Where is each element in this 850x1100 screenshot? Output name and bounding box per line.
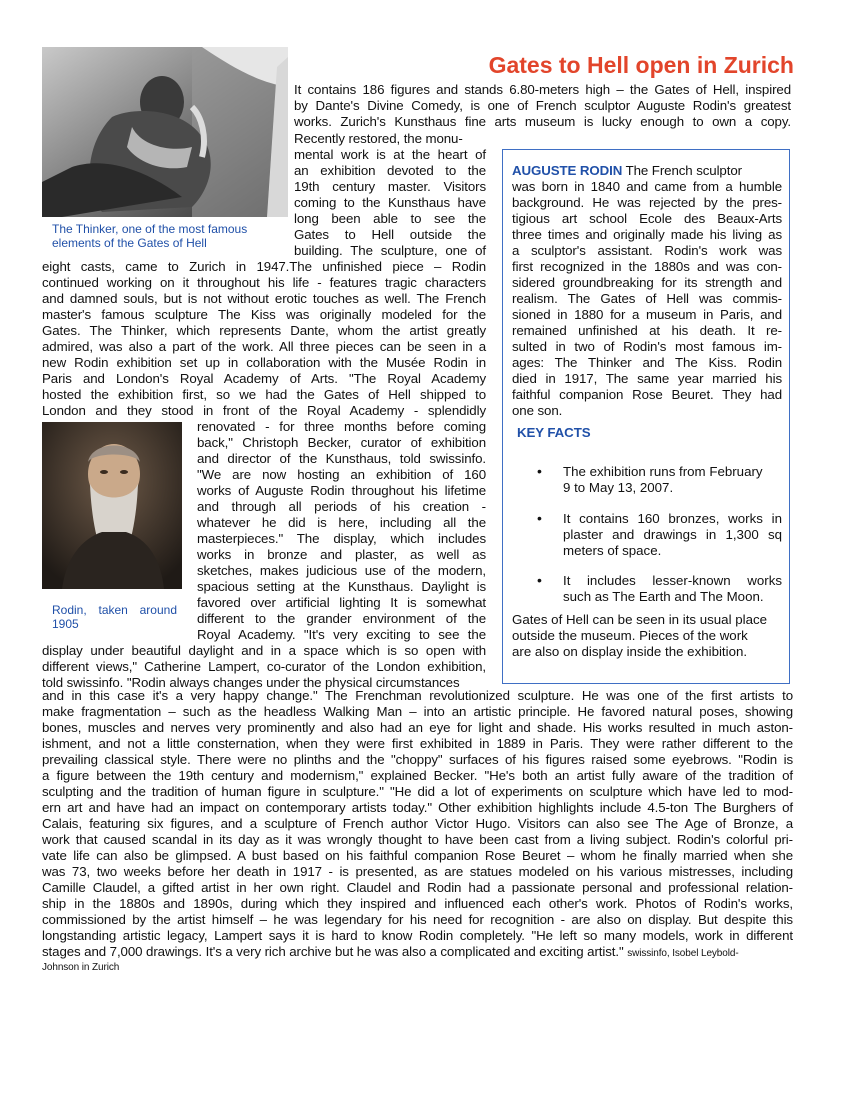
sidebar-bio-line: tigious art school Ecole des Beaux-Arts	[512, 211, 782, 226]
fact-line: such as The Earth and The Moon.	[563, 589, 764, 604]
sidebar-bio-line: realism. The Gates of Hell was commis-	[512, 291, 782, 306]
fact-line: It includes lesser-known works	[563, 573, 782, 588]
article-line: new Rodin exhibition set up in collaboration with the Musée Rodin in	[42, 355, 486, 370]
thinker-caption	[52, 222, 282, 250]
article-line: masterpieces." The display, which includes	[197, 531, 486, 546]
article-line: hosted the exhibition first, so we had the Gates of Hell shipped to	[42, 387, 486, 402]
article-line: by Dante's Divine Comedy, is one of French sculptor Auguste Rodin's greatest	[294, 98, 791, 113]
sidebar-heading: AUGUSTE RODIN	[512, 163, 623, 178]
article-credit-2: Johnson in Zurich	[42, 962, 120, 973]
article-line: ship in the 1880s and 1890s, during which they inspired and influenced each other's work. Photos of Rodin's works,	[42, 896, 793, 911]
article-line: and director of the Kunsthaus, told swissinfo.	[197, 451, 486, 466]
article-line: eight casts, came to Zurich in 1947.The unfinished piece – Rodin	[42, 259, 486, 274]
article-line: back," Christoph Becker, curator of exhibition	[197, 435, 486, 450]
sidebar-bio-line: sulted in two of Rodin's most famous im-	[512, 339, 782, 354]
article-line: prevailing classical style. There were no plinths and the "choppy" surfaces of his figures raised some eyebrows. "Rodin is	[42, 752, 793, 767]
article-line: and in this case it's a very happy change." The Frenchman revolutionized sculpture. He was one of the first artists to	[42, 688, 793, 703]
article-line: admired, was also a part of the work. All three pieces can be seen in a	[42, 339, 486, 354]
article-credit: swissinfo, Isobel Leybold-	[627, 948, 739, 959]
rodin-caption-line: Rodin, taken around	[52, 603, 177, 617]
sidebar-bio-line: a sculptor's assistant. Rodin's work was	[512, 243, 782, 258]
sidebar-first-line	[512, 163, 742, 179]
sidebar-bio-line: first recognized in the 1880s and was con-	[512, 259, 782, 274]
article-line-last	[42, 944, 739, 962]
sidebar-closing-line: are also on display inside the exhibition.	[512, 644, 748, 659]
thinker-caption-line: The Thinker, one of the most famous	[52, 222, 248, 236]
fact-line: 9 to May 13, 2007.	[563, 480, 674, 495]
fact-line: The exhibition runs from February	[563, 464, 763, 479]
article-line: vate life can also be glimpsed. A bust based on his faithful companion Rose Beuret – whom he finally married when she	[42, 848, 793, 863]
article-line: ishment, and not a little consternation, when they were first exhibited in 1889 in Paris. They were rather different to the	[42, 736, 793, 751]
article-line: coming to the Kunsthaus have	[294, 195, 486, 210]
article-line: make fragmentation – such as the headless Walking Man – into an artistic principle. He favored natural poses, showing	[42, 704, 793, 719]
rodin-caption-line: 1905	[52, 617, 79, 631]
fact-line: It contains 160 bronzes, works in	[563, 511, 782, 526]
article-text: stages and 7,000 drawings. It's a very rich archive but he was also a complicated and exciting artist."	[42, 944, 624, 959]
article-line: an exhibition devoted to the	[294, 163, 486, 178]
bullet-icon: •	[537, 510, 542, 526]
rodin-caption	[52, 603, 177, 631]
article-line: Camille Claudel, a gifted artist in her own right. Claudel and Rodin had a passionate personal and professional relation-	[42, 880, 793, 895]
article-line: It contains 186 figures and stands 6.80-meters high – the Gates of Hell, inspired	[294, 82, 791, 97]
sidebar-bio-line: one son.	[512, 403, 563, 418]
article-line: spacious setting at the Kunsthaus. Daylight is	[197, 579, 486, 594]
rodin-portrait-icon	[42, 422, 182, 589]
article-line: different views," Catherine Lampert, co-curator of the London exhibition,	[42, 659, 486, 674]
article-line: Royal Academy. "It's very exciting to see the	[197, 627, 486, 642]
article-line: and through all periods of his creation -	[197, 499, 486, 514]
thinker-image-icon	[42, 47, 288, 217]
sidebar-bio-line: died in 1917, The same year married his	[512, 371, 782, 386]
article-line: works of Auguste Rodin throughout his lifetime	[197, 483, 486, 498]
article-line: bones, muscles and nerves very prominently and also had an eye for light and shade. His works resulted in much aston-	[42, 720, 793, 735]
article-line: commissioned by the artist himself – he was legendary for his need for recognition - are also on display. But despite this	[42, 912, 793, 927]
article-line: Paris and London's Royal Academy of Arts. "The Royal Academy	[42, 371, 486, 386]
sidebar-bio-first: The French sculptor	[622, 163, 742, 178]
article-line: different to the grander environment of the	[197, 611, 486, 626]
rodin-photo	[42, 422, 182, 589]
sidebar-bio-line: sioned in 1880 for a museum in Paris, and	[512, 307, 782, 322]
article-line: master's famous sculpture The Kiss was originally modeled for the	[42, 307, 486, 322]
article-line: and damned souls, but is not without erotic touches as well. The French	[42, 291, 486, 306]
article-line: a figure between the 19th century and modernism," explained Becker. "He's both an artist fully aware of the tradition of	[42, 768, 793, 783]
thinker-photo	[42, 47, 288, 217]
article-line: work that caused scandal in its day as it was wrongly thought to have been cast from a living subject. Rodin's colorful pri-	[42, 832, 793, 847]
article-line: "We are now hosting an exhibition of 160	[197, 467, 486, 482]
article-line: sculpting and the tradition of human figure in sculpture." "He did a lot of experiments on sculpture which have led to mod-	[42, 784, 793, 799]
article-line: told swissinfo. "Rodin always changes under the physical circumstances	[42, 675, 460, 690]
sidebar-bio-line: was born in 1840 and came from a humble	[512, 179, 782, 194]
article-line: London and they stood in front of the Royal Academy - splendidly	[42, 403, 486, 418]
article-line: Recently restored, the monu-	[294, 131, 463, 146]
sidebar-bio-line: faithful companion Rose Beuret. They had	[512, 387, 782, 402]
article-title: Gates to Hell open in Zurich	[488, 52, 794, 78]
article-line: longstanding artistic legacy, Lampert says it is hard to know Rodin completely. "He left so many models, work in different	[42, 928, 793, 943]
sidebar-bio-line: background. He was rejected by the pres-	[512, 195, 782, 210]
article-line: building. The sculpture, one of	[294, 243, 486, 258]
article-line: works. Zurich's Kunsthaus fine arts museum is lucky enough to own a copy.	[294, 114, 791, 129]
article-line: continued working on it throughout his life - features tragic characters	[42, 275, 486, 290]
article-line: renovated - for three months before coming	[197, 419, 486, 434]
fact-line: plaster and drawings in 1,300 sq	[563, 527, 782, 542]
article-line: Gates to Hell outside the	[294, 227, 486, 242]
article-line: whatever he did is here, including all the	[197, 515, 486, 530]
article-line: favored over artificial lighting It is somewhat	[197, 595, 486, 610]
sidebar-bio-line: three times and originally made his living as	[512, 227, 782, 242]
article-line: display under beautiful daylight and in a space which is so open with	[42, 643, 486, 658]
article-line: ern art and have had an impact on contemporary artists today." Other exhibition highlights include 4.5-ton The Burghers of	[42, 800, 793, 815]
article-line: long been able to see the	[294, 211, 486, 226]
article-line: 19th century master. Visitors	[294, 179, 486, 194]
article-line: Calais, featuring six figures, and a sculpture of French author Victor Hugo. Visitors can also see The Age of Bronze, a	[42, 816, 793, 831]
bullet-icon: •	[537, 572, 542, 588]
article-line: mental work is at the heart of	[294, 147, 486, 162]
thinker-caption-line: elements of the Gates of Hell	[52, 236, 207, 250]
article-line: works in bronze and plaster, as well as	[197, 547, 486, 562]
article-line: was 73, two weeks before her death in 1917 - is presented, as are statues modeled on his various mistresses, including	[42, 864, 793, 879]
sidebar-bio-line: remained unfinished at his death. It re-	[512, 323, 782, 338]
sidebar-bio-line: ages: The Thinker and The Kiss. Rodin	[512, 355, 782, 370]
fact-line: meters of space.	[563, 543, 662, 558]
article-line: Gates. The Thinker, which represents Dante, whom the artist greatly	[42, 323, 486, 338]
key-facts-heading: KEY FACTS	[517, 425, 591, 440]
article-line: sketches, makes judicious use of the modern,	[197, 563, 486, 578]
sidebar-closing-line: outside the museum. Pieces of the work	[512, 628, 748, 643]
sidebar-closing-line: Gates of Hell can be seen in its usual place	[512, 612, 768, 627]
sidebar-bio-line: sidered groundbreaking for its strength and	[512, 275, 782, 290]
bullet-icon: •	[537, 463, 542, 479]
